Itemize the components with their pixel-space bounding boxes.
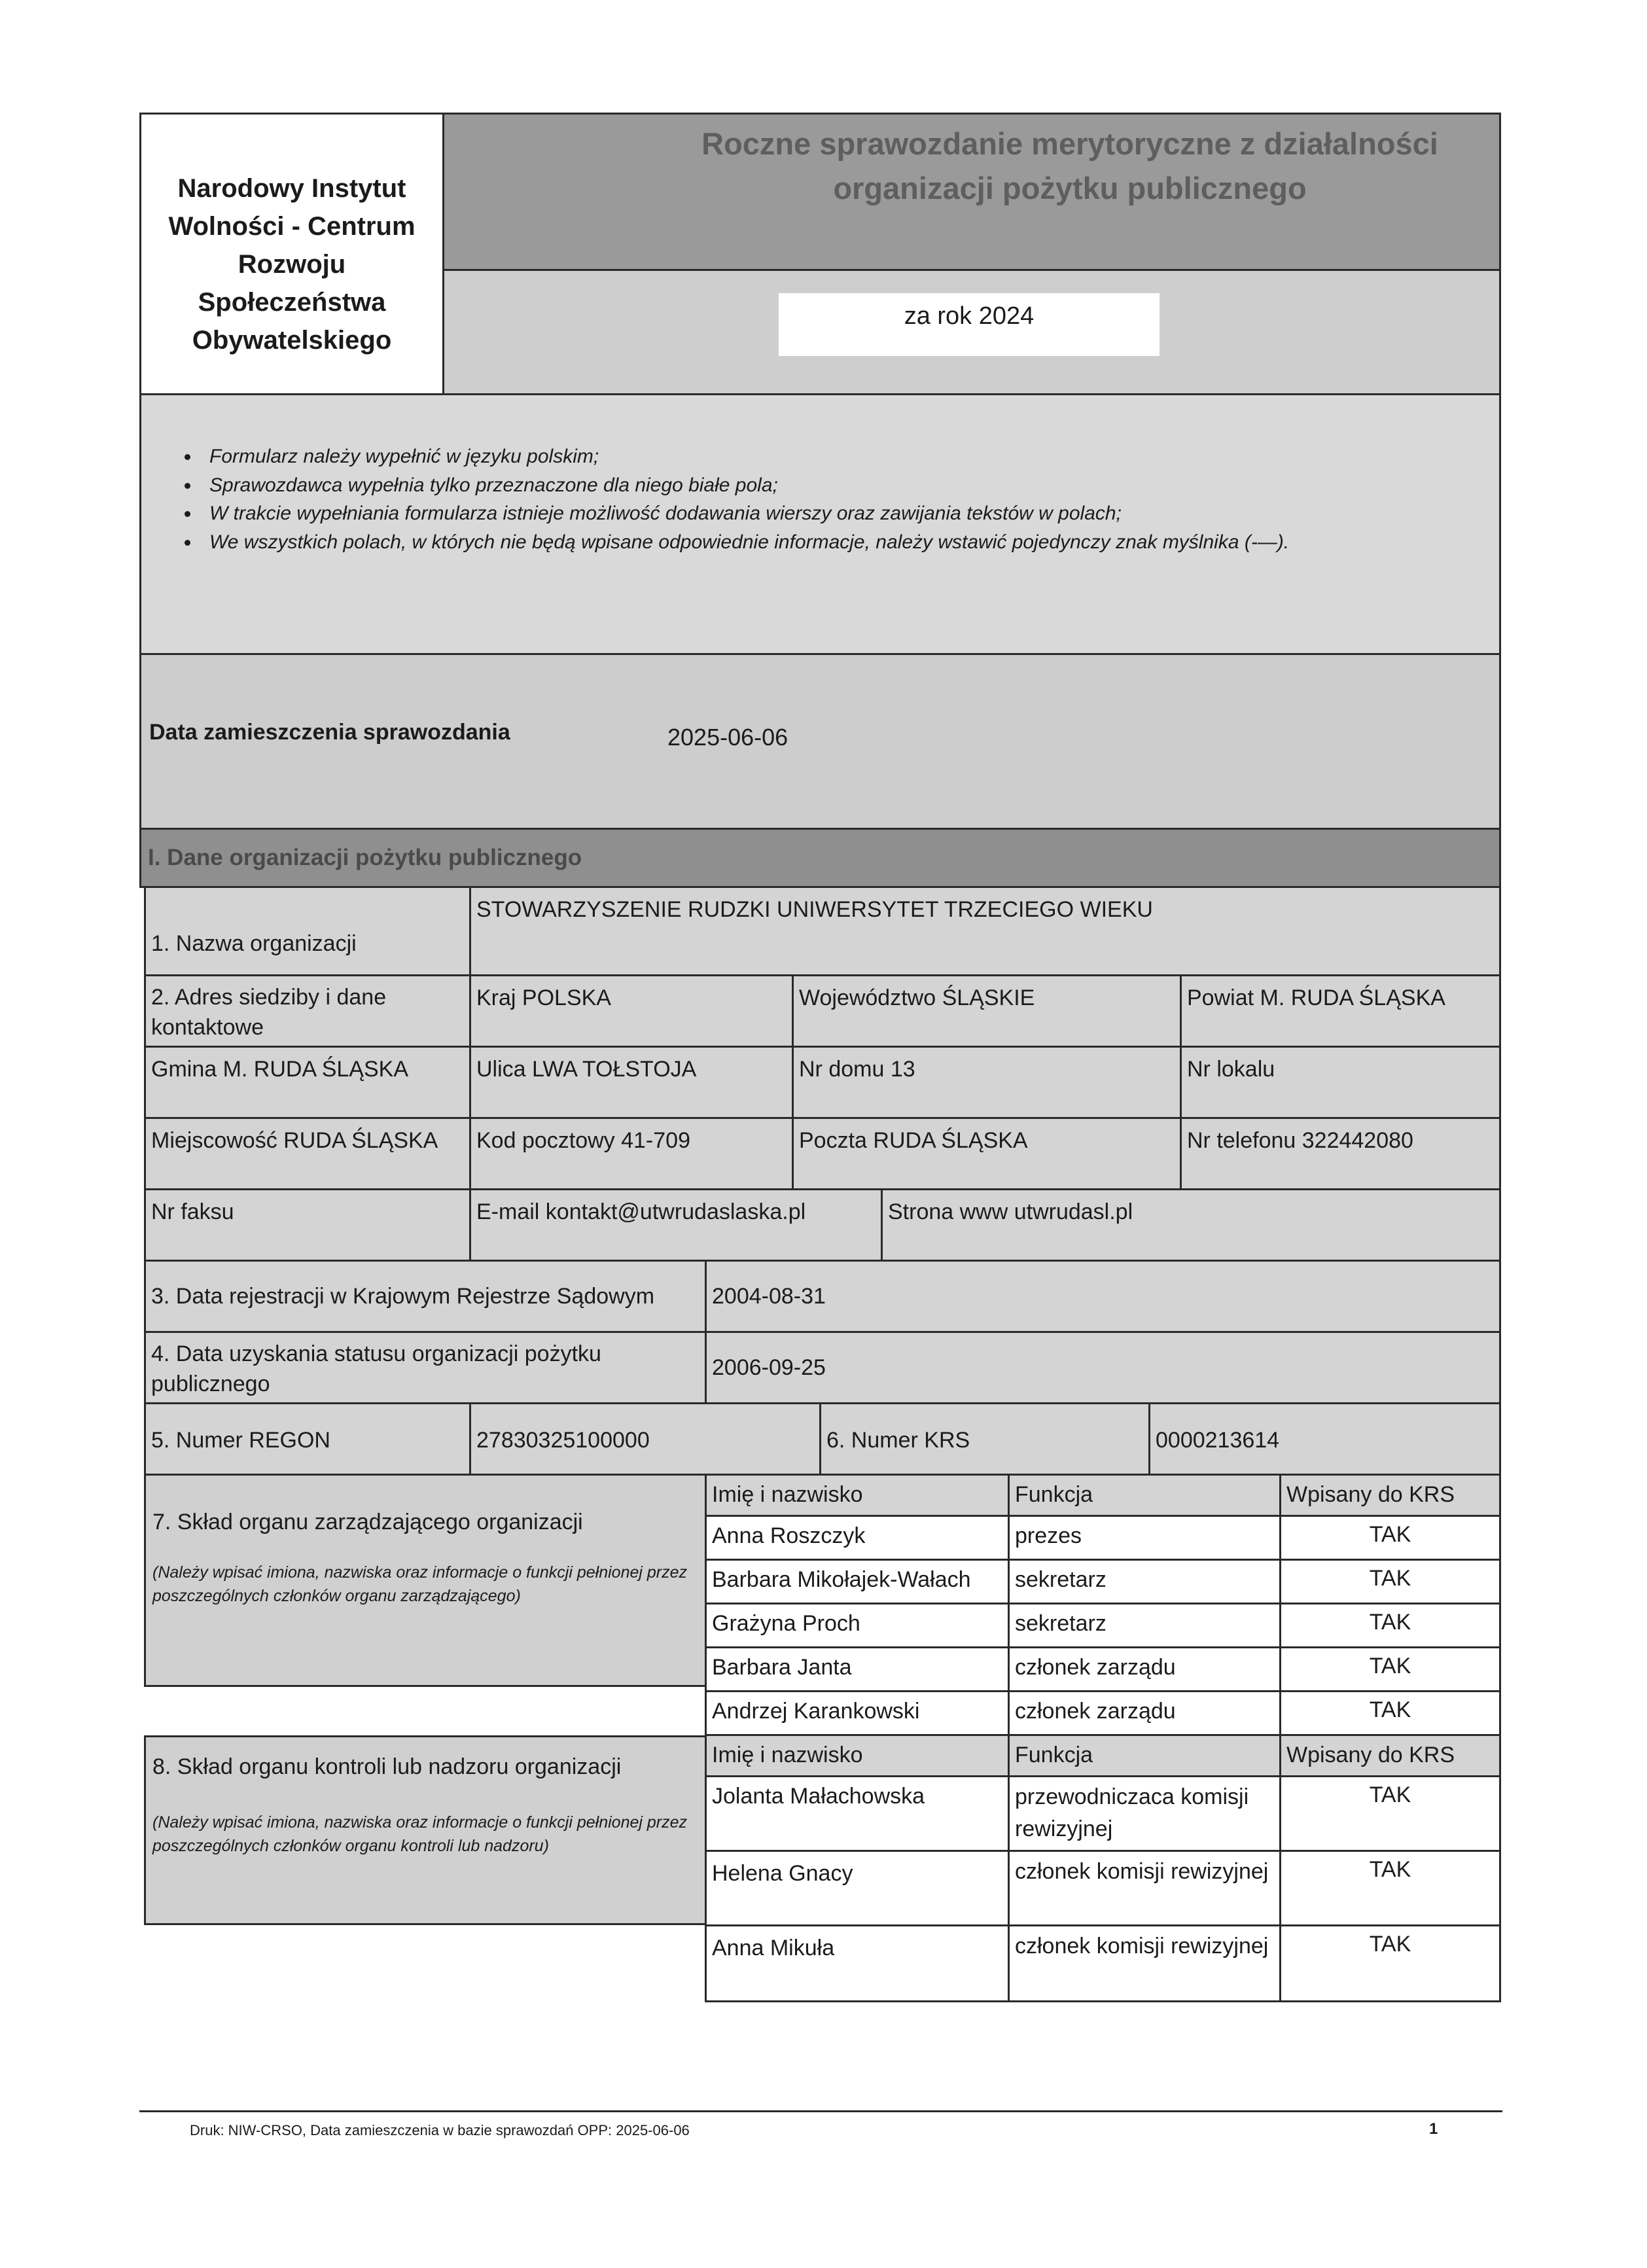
regon-label: 5. Numer REGON	[144, 1402, 471, 1476]
supervisory-header-function: Funkcja	[1008, 1734, 1281, 1777]
board-header-name: Imię i nazwisko	[705, 1474, 1010, 1517]
commune-field[interactable]: Gmina M. RUDA ŚLĄSKA	[144, 1046, 471, 1119]
supervisory-header-krs: Wpisany do KRS	[1279, 1734, 1501, 1777]
county-field[interactable]: Powiat M. RUDA ŚLĄSKA	[1180, 974, 1501, 1048]
board-member-name[interactable]: Andrzej Karankowski	[705, 1690, 1010, 1736]
board-member-name[interactable]: Anna Roszczyk	[705, 1515, 1010, 1561]
board-member-name[interactable]: Grażyna Proch	[705, 1603, 1010, 1648]
address-label: 2. Adres siedziby i dane kontaktowe	[144, 974, 471, 1048]
supervisory-header-name: Imię i nazwisko	[705, 1734, 1010, 1777]
section-1-title: I. Dane organizacji pożytku publicznego	[139, 828, 1501, 888]
board-header-krs: Wpisany do KRS	[1279, 1474, 1501, 1517]
publication-date-label: Data zamieszczenia sprawozdania	[149, 720, 510, 745]
post-office-field[interactable]: Poczta RUDA ŚLĄSKA	[792, 1117, 1182, 1190]
org-name-label: 1. Nazwa organizacji	[144, 886, 471, 976]
report-year-box[interactable]: za rok 2024	[779, 293, 1160, 356]
board-member-name[interactable]: Barbara Janta	[705, 1646, 1010, 1692]
fax-field[interactable]: Nr faksu	[144, 1188, 471, 1262]
krs-registration-date[interactable]: 2004-08-31	[705, 1260, 1501, 1333]
opp-status-date[interactable]: 2006-09-25	[705, 1331, 1501, 1404]
board-member-krs[interactable]: TAK	[1279, 1515, 1501, 1561]
krs-registration-label: 3. Data rejestracji w Krajowym Rejestrze Sądowym	[144, 1260, 707, 1333]
publication-date-value: 2025-06-06	[667, 724, 788, 751]
supervisory-member-krs[interactable]: TAK	[1279, 1775, 1501, 1852]
board-member-name[interactable]: Barbara Mikołajek-Wałach	[705, 1559, 1010, 1604]
supervisory-label: 8. Skład organu kontroli lub nadzoru organizacji	[152, 1754, 622, 1779]
phone-field[interactable]: Nr telefonu 322442080	[1180, 1117, 1501, 1190]
board-header-function: Funkcja	[1008, 1474, 1281, 1517]
instruction-item: • Formularz należy wypełnić w języku polskim;	[200, 442, 1486, 471]
supervisory-note: (Należy wpisać imiona, nazwiska oraz informacje o funkcji pełnionej przez poszczególnych członków organu kontroli lub nadzoru)	[152, 1813, 688, 1855]
institute-name: Narodowy Instytut Wolności - Centrum Rozwoju Społeczeństwa Obywatelskiego	[139, 113, 444, 395]
footer-rule	[139, 2110, 1502, 2112]
locality-field[interactable]: Miejscowość RUDA ŚLĄSKA	[144, 1117, 471, 1190]
supervisory-member-function[interactable]: przewodniczaca komisji rewizyjnej	[1008, 1775, 1281, 1852]
board-member-krs[interactable]: TAK	[1279, 1559, 1501, 1604]
board-label-box	[144, 1474, 707, 1687]
opp-status-label: 4. Data uzyskania statusu organizacji pożytku publicznego	[144, 1331, 707, 1404]
board-member-krs[interactable]: TAK	[1279, 1603, 1501, 1648]
instruction-item: • W trakcie wypełniania formularza istnieje możliwość dodawania wierszy oraz zawijania tekstów w polach;	[200, 499, 1486, 528]
supervisory-member-krs[interactable]: TAK	[1279, 1850, 1501, 1926]
instructions-list	[168, 442, 1486, 556]
board-member-function[interactable]: sekretarz	[1008, 1559, 1281, 1604]
footer-print-info: Druk: NIW-CRSO, Data zamieszczenia w bazie sprawozdań OPP: 2025-06-06	[190, 2122, 690, 2138]
supervisory-member-name[interactable]: Jolanta Małachowska	[705, 1775, 1010, 1852]
supervisory-member-name[interactable]: Helena Gnacy	[705, 1850, 1010, 1926]
supervisory-member-name[interactable]: Anna Mikuła	[705, 1924, 1010, 2002]
regon-value[interactable]: 27830325100000	[469, 1402, 821, 1476]
board-member-function[interactable]: prezes	[1008, 1515, 1281, 1561]
instructions-box	[139, 393, 1501, 655]
supervisory-member-krs[interactable]: TAK	[1279, 1924, 1501, 2002]
supervisory-member-function[interactable]: członek komisji rewizyjnej	[1008, 1850, 1281, 1926]
apartment-number-field[interactable]: Nr lokalu	[1180, 1046, 1501, 1119]
board-member-function[interactable]: sekretarz	[1008, 1603, 1281, 1648]
street-field[interactable]: Ulica LWA TOŁSTOJA	[469, 1046, 794, 1119]
board-member-krs[interactable]: TAK	[1279, 1646, 1501, 1692]
krs-number-label: 6. Numer KRS	[819, 1402, 1150, 1476]
website-field[interactable]: Strona www utwrudasl.pl	[881, 1188, 1501, 1262]
page-number: 1	[1429, 2120, 1438, 2138]
voivodeship-field[interactable]: Województwo ŚLĄSKIE	[792, 974, 1182, 1048]
house-number-field[interactable]: Nr domu 13	[792, 1046, 1182, 1119]
org-name-value[interactable]: STOWARZYSZENIE RUDZKI UNIWERSYTET TRZECIEGO WIEKU	[469, 886, 1501, 976]
instruction-item: • Sprawozdawca wypełnia tylko przeznaczone dla niego białe pola;	[200, 471, 1486, 500]
country-field[interactable]: Kraj POLSKA	[469, 974, 794, 1048]
board-member-function[interactable]: członek zarządu	[1008, 1646, 1281, 1692]
krs-number-value[interactable]: 0000213614	[1148, 1402, 1501, 1476]
board-note: (Należy wpisać imiona, nazwiska oraz informacje o funkcji pełnionej przez poszczególnych członków organu zarządzającego)	[152, 1563, 688, 1605]
supervisory-member-function[interactable]: członek komisji rewizyjnej	[1008, 1924, 1281, 2002]
email-field[interactable]: E-mail kontakt@utwrudaslaska.pl	[469, 1188, 883, 1262]
instruction-item: • We wszystkich polach, w których nie będą wpisane odpowiednie informacje, należy wstawić pojedynczy znak myślnika (-—).	[200, 528, 1486, 557]
postal-code-field[interactable]: Kod pocztowy 41-709	[469, 1117, 794, 1190]
board-member-krs[interactable]: TAK	[1279, 1690, 1501, 1736]
report-title: Roczne sprawozdanie merytoryczne z działalności organizacji pożytku publicznego	[701, 126, 1438, 206]
supervisory-label-box	[144, 1735, 707, 1925]
board-label: 7. Skład organu zarządzającego organizacji	[152, 1510, 583, 1534]
board-member-function[interactable]: członek zarządu	[1008, 1690, 1281, 1736]
